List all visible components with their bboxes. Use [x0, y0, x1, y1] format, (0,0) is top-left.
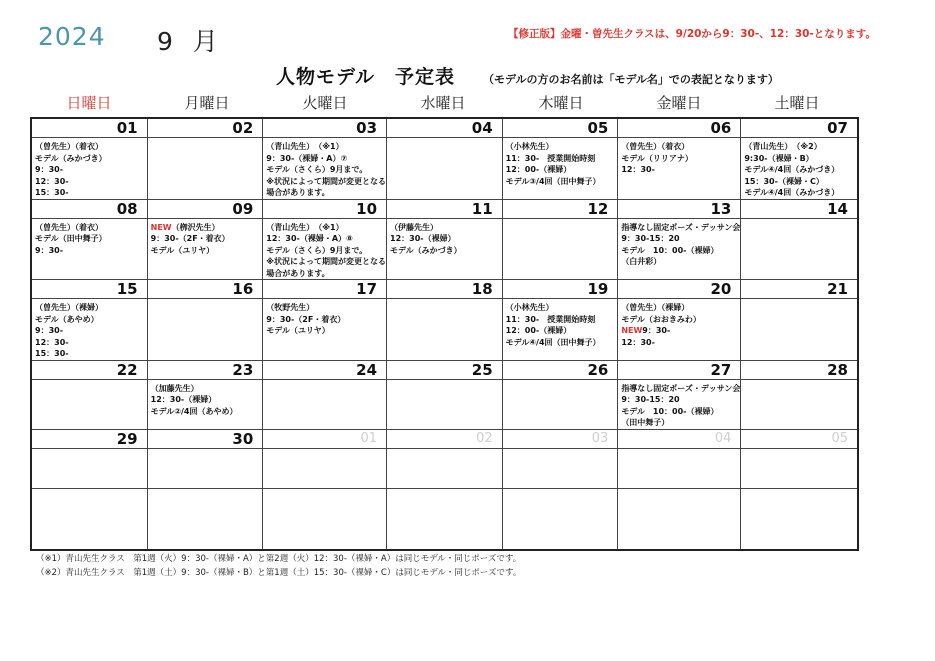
day-number: 06 [618, 119, 740, 138]
day-cell [148, 489, 264, 549]
day-events [148, 449, 263, 452]
day-cell [503, 280, 619, 361]
year-label: 2024 [38, 22, 106, 51]
day-events [618, 449, 740, 452]
day-events [503, 138, 618, 187]
day-cell [32, 430, 148, 490]
day-number: 08 [32, 200, 147, 219]
day-cell [32, 280, 148, 361]
day-number: 02 [148, 119, 263, 138]
day-cell [618, 280, 741, 361]
day-events [263, 449, 386, 452]
day-number: 19 [503, 280, 618, 299]
day-events [387, 380, 502, 383]
event-text-lead: （曽先生）（裸婦） モデル（おおきみわ） [621, 303, 701, 324]
event-text: 指導なし固定ポーズ・デッサン会 9：30-15：20 モデル 10：00-（裸婦） （田中舞子） [621, 383, 741, 427]
day-events [503, 380, 618, 383]
day-events [741, 449, 857, 452]
day-events [148, 219, 263, 257]
day-events [148, 138, 263, 141]
weekday-sunday: 日曜日 [66, 94, 112, 112]
new-badge: NEW [150, 222, 172, 232]
day-number: 16 [148, 280, 263, 299]
day-cell [618, 361, 741, 430]
day-number: 07 [741, 119, 857, 138]
day-number: 05 [741, 430, 857, 449]
day-cell [263, 489, 387, 549]
day-number: 21 [741, 280, 857, 299]
page-subtitle: （モデルの方のお名前は「モデル名」での表記となります） [483, 73, 779, 86]
day-cell [148, 361, 264, 430]
day-number: 17 [263, 280, 386, 299]
event-text: （曽先生）（着衣） モデル（リリアナ） 12：30- [621, 142, 693, 174]
day-events [32, 449, 147, 452]
day-number: 14 [741, 200, 857, 219]
day-cell [618, 200, 741, 281]
day-cell [148, 119, 264, 200]
day-events [741, 380, 857, 383]
day-events [387, 449, 502, 452]
day-events [618, 299, 740, 348]
day-events [741, 299, 857, 302]
day-cell [32, 200, 148, 281]
day-cell [741, 119, 857, 200]
day-number: 23 [148, 361, 263, 380]
day-cell [618, 489, 741, 549]
event-text: （青山先生） （※2） 9:30-（裸婦・B） モデル④/4回（みかづき） 15：30-（裸婦・C） モデル④/4回（みかづき） [744, 142, 840, 197]
day-cell [618, 119, 741, 200]
day-number: 10 [263, 200, 386, 219]
day-number: 20 [618, 280, 740, 299]
day-events [263, 299, 386, 337]
day-number: 03 [503, 430, 618, 449]
day-cell [148, 430, 264, 490]
day-cell [503, 200, 619, 281]
day-events [618, 138, 740, 176]
day-cell [741, 430, 857, 490]
day-number: 27 [618, 361, 740, 380]
day-events [387, 219, 502, 257]
day-number: 03 [263, 119, 386, 138]
weekday-saturday: 土曜日 [774, 94, 820, 112]
day-events [148, 380, 263, 418]
day-number: 30 [148, 430, 263, 449]
day-cell [741, 200, 857, 281]
day-number: 01 [32, 119, 147, 138]
day-number: 05 [503, 119, 618, 138]
event-text: （小林先生） 11：30- 授業開始時刻 12：00-（裸婦） モデル④/4回（田中舞子） [505, 303, 601, 347]
day-number: 13 [618, 200, 740, 219]
day-events [618, 219, 740, 268]
event-text: 9：30- 12：30- [621, 326, 671, 347]
day-number: 11 [387, 200, 502, 219]
day-cell [387, 430, 503, 490]
event-text: （加藤先生） 12：30-（裸婦） モデル②/4回（あやめ） [150, 383, 238, 416]
day-cell [32, 361, 148, 430]
day-cell [148, 200, 264, 281]
event-text: （曽先生）（着衣） モデル（田中舞子） 9：30- [35, 222, 107, 255]
day-cell [263, 119, 387, 200]
day-cell [387, 200, 503, 281]
day-cell [618, 430, 741, 490]
day-events [503, 299, 618, 348]
day-events [148, 299, 263, 302]
day-events [263, 138, 386, 199]
day-cell [387, 119, 503, 200]
day-cell [387, 280, 503, 361]
event-text: （栁沢先生） 9：30-（2F・着衣） モデル（ユリヤ） [150, 222, 230, 255]
day-number: 04 [618, 430, 740, 449]
day-events [32, 138, 147, 199]
day-number: 15 [32, 280, 147, 299]
day-cell [263, 430, 387, 490]
day-cell [503, 119, 619, 200]
day-cell [741, 489, 857, 549]
day-cell [387, 489, 503, 549]
day-number: 01 [263, 430, 386, 449]
day-number: 22 [32, 361, 147, 380]
new-badge: NEW [621, 326, 643, 335]
page-title: 人物モデル 予定表 [276, 66, 456, 88]
day-events [741, 219, 857, 222]
day-events [263, 219, 386, 280]
footnote-1: （※1）青山先生クラス 第1週（火）9：30-（裸婦・A）と第2週（火）12：30-（裸婦・A）は同じモデル・同じポーズです。 [36, 554, 522, 564]
weekday-thursday: 木曜日 [538, 94, 584, 112]
day-cell [741, 361, 857, 430]
day-cell [387, 361, 503, 430]
event-text: （伊藤先生） 12：30-（裸婦） モデル（みかづき） [390, 222, 462, 255]
day-events [32, 219, 147, 257]
day-cell [263, 200, 387, 281]
day-number: 18 [387, 280, 502, 299]
weekday-tuesday: 火曜日 [302, 94, 348, 112]
revision-notice: 【修正版】金曜・曽先生クラスは、9/20から9：30-、12：30-となります。 [508, 28, 876, 40]
day-number: 29 [32, 430, 147, 449]
day-number: 25 [387, 361, 502, 380]
day-events [387, 299, 502, 302]
day-events [263, 380, 386, 383]
day-cell [263, 361, 387, 430]
month-label: 9 月 [157, 27, 224, 56]
weekday-friday: 金曜日 [656, 94, 702, 112]
event-text: 指導なし固定ポーズ・デッサン会 9：30-15：20 モデル 10：00-（裸婦） （白井彩） [621, 222, 741, 266]
day-number: 26 [503, 361, 618, 380]
event-text: （青山先生） （※1） 9：30-（裸婦・A）⑦ モデル（さくら）9月まで。 ※状況によって期間が変更となる 場合があります。 [266, 142, 387, 197]
day-cell [503, 489, 619, 549]
weekday-wednesday: 水曜日 [420, 94, 466, 112]
day-number: 12 [503, 200, 618, 219]
day-cell [503, 361, 619, 430]
event-text: （曽先生）（裸婦） モデル（あやめ） 9：30- 12：30- 15：30- [35, 303, 103, 358]
day-events [32, 299, 147, 360]
day-events [618, 380, 740, 429]
day-cell [741, 280, 857, 361]
day-events [387, 138, 502, 141]
day-cell [148, 280, 264, 361]
day-events [503, 219, 618, 222]
day-events [32, 380, 147, 383]
event-text: （曽先生）（着衣） モデル（みかづき） 9：30- 12：30- 15：30- [35, 142, 107, 197]
day-cell [503, 430, 619, 490]
day-cell [32, 119, 148, 200]
footnote-2: （※2）青山先生クラス 第1週（土）9：30-（裸婦・B）と第1週（土）15：30-（裸婦・C）は同じモデル・同じポーズです。 [36, 568, 522, 578]
weekday-monday: 月曜日 [184, 94, 230, 112]
day-number: 28 [741, 361, 857, 380]
weekday-header [30, 92, 857, 113]
day-cell [263, 280, 387, 361]
event-text: （青山先生） （※1） 12：30-（裸婦・A）⑧ モデル（さくら）9月まで。 ※状況によって期間が変更となる 場合があります。 [266, 222, 387, 278]
day-cell [32, 489, 148, 549]
day-events [503, 449, 618, 452]
calendar-grid [30, 117, 859, 551]
event-text: （牧野先生） 9：30-（2F・着衣） モデル（ユリヤ） [266, 303, 346, 335]
event-text: （小林先生） 11：30- 授業開始時刻 12：00-（裸婦） モデル③/4回（田中舞子） [505, 142, 601, 186]
day-events [741, 138, 857, 199]
day-number: 09 [148, 200, 263, 219]
day-number: 02 [387, 430, 502, 449]
day-number: 04 [387, 119, 502, 138]
day-number: 24 [263, 361, 386, 380]
